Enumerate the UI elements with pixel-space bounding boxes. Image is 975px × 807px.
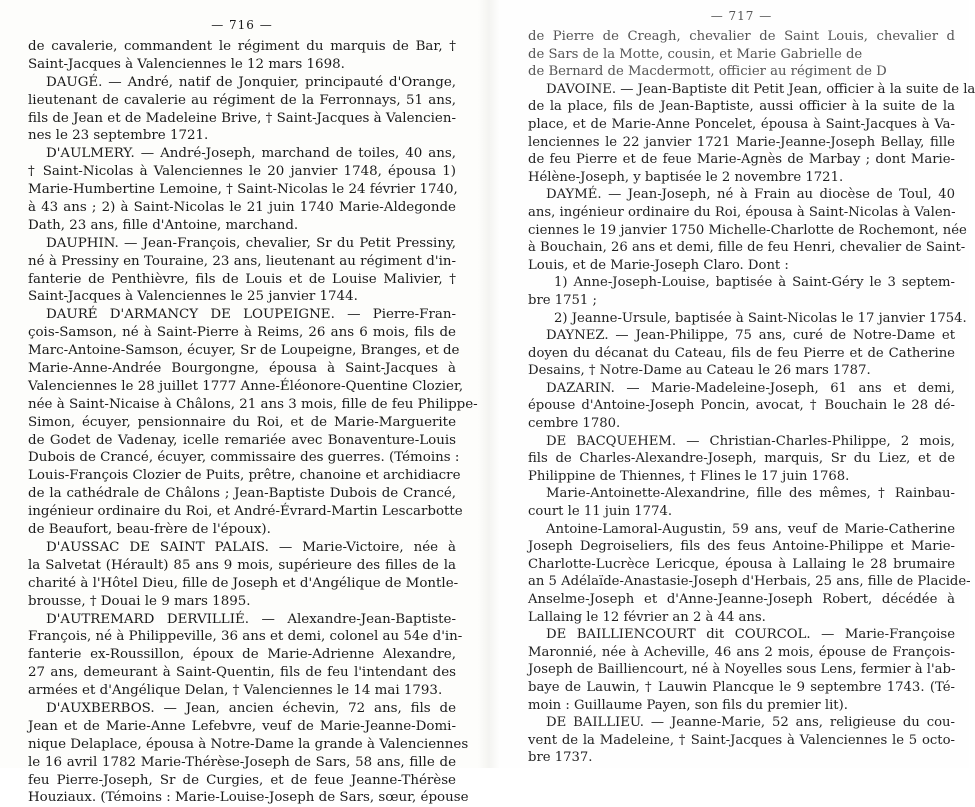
text-line: Saint-Jacques à Valenciennes le 25 janvier 1744. bbox=[28, 289, 358, 305]
text-line: Valenciennes le 28 juillet 1777 Anne-Éléonore-Quentine Clozier, bbox=[28, 378, 464, 394]
text-line: an 5 Adélaïde-Anastasie-Joseph d'Herbais, 25 ans, fille de Placide- bbox=[528, 574, 971, 590]
text-line: lieutenant de cavalerie au régiment de la Ferronnays, 51 ans, bbox=[28, 92, 456, 108]
text-line: Anselme-Joseph et d'Anne-Jeanne-Joseph Robert, décédée à bbox=[528, 592, 955, 607]
text-line: François, né à Philippeville, 36 ans et demi, colonel au 54e d'in- bbox=[28, 629, 463, 645]
text-line: de Sars de la Motte, cousin, et Marie Gabrielle de bbox=[528, 46, 863, 62]
text-line: DE BAILLIEU. — Jeanne-Marie, 52 ans, religieuse du cou- bbox=[546, 715, 955, 731]
text-line: de Pierre de Creagh, chevalier de Saint Louis, chevalier d bbox=[528, 29, 955, 44]
text-line: baye de Lauwin, † Lauwin Plancque le 9 septembre 1743. (Té- bbox=[528, 679, 955, 695]
text-line: DAURÉ D'ARMANCY DE LOUPEIGNE. — Pierre-Fran- bbox=[46, 307, 456, 323]
text-line: Marie-Antoinette-Alexandrine, fille des mêmes, † Rainbau- bbox=[546, 486, 955, 502]
text-line: place, et de Marie-Anne Poncelet, épousa à Saint-Jacques à Va- bbox=[528, 116, 955, 132]
text-line: Simon, écuyer, pensionnaire du Roi, et de Marie-Marguerite bbox=[28, 414, 456, 430]
text-line: Houziaux. (Témoins : Marie-Louise-Joseph de Sars, sœur, épouse bbox=[28, 790, 469, 806]
text-line: DAZARIN. — Marie-Madeleine-Joseph, 61 ans et demi, bbox=[546, 380, 955, 396]
text-line: bre 1751 ; bbox=[528, 292, 597, 308]
text-line: 1) Anne-Joseph-Louise, baptisée à Saint-Géry le 3 septem- bbox=[554, 275, 955, 291]
text-line: de Beaufort, beau-frère de l'époux). bbox=[28, 522, 271, 538]
text-line: DAYMÉ. — Jean-Joseph, né à Frain au diocèse de Toul, 40 bbox=[546, 187, 955, 203]
left-page bbox=[0, 0, 478, 806]
text-line: Saint-Jacques à Valenciennes le 12 mars 1698. bbox=[28, 56, 345, 72]
text-line: cembre 1780. bbox=[528, 416, 621, 432]
text-line: Joseph Degroiseliers, fils des feus Antoine-Philippe et Marie- bbox=[528, 539, 955, 555]
text-line: Desains, † Notre-Dame au Cateau le 26 mars 1787. bbox=[528, 363, 871, 379]
text-line: fils de Jean et de Madeleine Brive, † Saint-Jacques à Valencien- bbox=[28, 110, 456, 126]
text-line: lenciennes le 22 janvier 1721 Marie-Jeanne-Joseph Bellay, fille bbox=[528, 134, 955, 150]
text-line: brousse, † Douai le 9 mars 1895. bbox=[28, 593, 251, 609]
text-line: ans, ingénieur ordinaire du Roi, épousa à Saint-Nicolas à Valen- bbox=[528, 204, 956, 220]
text-line: moin : Guillaume Payen, son fils du premier lit). bbox=[528, 697, 848, 713]
text-line: DE BAILLIENCOURT dit COURCOL. — Marie-Françoise bbox=[546, 627, 955, 643]
text-line: DAYNEZ. — Jean-Philippe, 75 ans, curé de Notre-Dame et bbox=[546, 328, 955, 344]
text-line: le 16 avril 1782 Marie-Thérèse-Joseph de Sars, 58 ans, fille de bbox=[28, 754, 456, 770]
text-line: doyen du décanat du Cateau, fils de feu Pierre et de Catherine bbox=[528, 345, 955, 361]
text-line: Louis, et de Marie-Joseph Claro. Dont : bbox=[528, 257, 789, 273]
text-line: armées et d'Angélique Delan, † Valenciennes le 14 mai 1793. bbox=[28, 683, 443, 699]
page-number: — 717 — bbox=[710, 9, 773, 23]
text-line: de cavalerie, commandent le régiment du marquis de Bar, † bbox=[28, 39, 456, 54]
text-line: née à Saint-Nicaise à Châlons, 21 ans 3 mois, fille de feu Philippe- bbox=[28, 396, 478, 412]
text-line: de la place, fils de Jean-Baptiste, aussi officier à la suite de la bbox=[528, 99, 955, 115]
right-text-block bbox=[528, 28, 975, 767]
text-line: la Salvetat (Hérault) 85 ans 9 mois, supérieure des filles de la bbox=[28, 557, 456, 573]
text-line: de Godet de Vadenay, icelle remariée avec Bonaventure-Louis bbox=[28, 432, 456, 448]
text-line: nes le 23 septembre 1721. bbox=[28, 128, 209, 144]
text-line: D'AUXBERBOS. — Jean, ancien échevin, 72 ans, fils de bbox=[46, 700, 456, 716]
text-line: de Bernard de Macdermott, officier au régiment de D bbox=[528, 64, 887, 80]
text-line: Marie-Anne-Andrée Bourgongne, épousa à Saint-Jacques à bbox=[28, 361, 456, 377]
text-line: DAUPHIN. — Jean-François, chevalier, Sr du Petit Pressiny, bbox=[46, 235, 456, 251]
text-line: fanterie ex-Roussillon, époux de Marie-Adrienne Alexandre, bbox=[28, 647, 456, 663]
left-text-block bbox=[28, 38, 478, 807]
text-line: Dath, 23 ans, fille d'Antoine, marchand. bbox=[28, 217, 299, 233]
text-line: 27 ans, demeurant à Saint-Quentin, fils de feu l'intendant des bbox=[28, 665, 456, 681]
book-gutter bbox=[478, 0, 500, 768]
text-line: à Bouchain, 26 ans et demi, fille de feu Henri, chevalier de Saint- bbox=[528, 240, 966, 256]
text-line: † Saint-Nicolas à Valenciennes le 20 janvier 1748, épousa 1) bbox=[28, 164, 456, 180]
text-line: ciennes le 19 janvier 1750 Michelle-Charlotte de Rochemont, née bbox=[528, 222, 967, 238]
text-line: feu Pierre-Joseph, Sr de Curgies, et de feue Jeanne-Thérèse bbox=[28, 772, 456, 788]
text-line: Louis-François Clozier de Puits, prêtre, chanoine et archidiacre bbox=[28, 468, 461, 484]
text-line: Charlotte-Lucrèce Lericque, épousa à Lallaing le 28 brumaire bbox=[528, 556, 955, 572]
text-line: Joseph de Bailliencourt, né à Noyelles sous Lens, fermier à l'ab- bbox=[528, 662, 956, 678]
text-line: nique Delaplace, épousa à Notre-Dame la grande à Valenciennes bbox=[28, 736, 469, 752]
text-line: bre 1737. bbox=[528, 750, 593, 766]
text-line: né à Pressiny en Touraine, 23 ans, lieutenant au régiment d'in- bbox=[28, 253, 456, 269]
text-line: fils de Charles-Alexandre-Joseph, marquis, Sr du Liez, et de bbox=[528, 451, 955, 467]
text-line: çois-Samson, né à Saint-Pierre à Reims, 26 ans 6 mois, fils de bbox=[28, 325, 456, 341]
text-line: Marc-Antoine-Samson, écuyer, Sr de Loupeigne, Branges, et de bbox=[28, 343, 460, 359]
text-line: ingénieur ordinaire du Roi, et André-Évrard-Martin Lescarbotte bbox=[28, 504, 463, 520]
text-line: Maronnié, née à Acheville, 46 ans 2 mois, épouse de François- bbox=[528, 644, 955, 660]
text-line: 2) Jeanne-Ursule, baptisée à Saint-Nicolas le 17 janvier 1754. bbox=[554, 310, 967, 326]
text-line: Lallaing le 12 février an 2 à 44 ans. bbox=[528, 609, 766, 625]
text-line: à 43 ans ; 2) à Saint-Nicolas le 21 juin 1740 Marie-Aldegonde bbox=[28, 200, 456, 216]
text-line: vent de la Madeleine, † Saint-Jacques à Valenciennes le 5 octo- bbox=[528, 732, 955, 748]
text-line: Hélène-Joseph, y baptisée le 2 novembre 1721. bbox=[528, 169, 844, 185]
text-line: court le 11 juin 1774. bbox=[528, 504, 673, 520]
right-page bbox=[500, 0, 975, 768]
text-line: Antoine-Lamoral-Augustin, 59 ans, veuf de Marie-Catherine bbox=[546, 521, 955, 537]
text-line: Marie-Humbertine Lemoine, † Saint-Nicolas le 24 février 1740, bbox=[28, 182, 458, 198]
page-number: — 716 — bbox=[211, 18, 273, 32]
text-line: Dubois de Crancé, écuyer, commissaire des guerres. (Témoins : bbox=[28, 450, 460, 466]
text-line: Philippine de Thiennes, † Flines le 17 juin 1768. bbox=[528, 468, 850, 484]
text-line: épouse d'Antoine-Joseph Poncin, avocat, † Bouchain le 28 dé- bbox=[528, 398, 955, 414]
text-line: DAVOINE. — Jean-Baptiste dit Petit Jean, officier à la suite de la bbox=[546, 81, 975, 97]
text-line: DE BACQUEHEM. — Christian-Charles-Philippe, 2 mois, bbox=[546, 433, 955, 449]
text-line: fanterie de Penthièvre, fils de Louis et de Louise Malivier, † bbox=[28, 271, 456, 287]
text-line: D'AUSSAC DE SAINT PALAIS. — Marie-Victoire, née à bbox=[46, 539, 456, 555]
text-line: D'AULMERY. — André-Joseph, marchand de toiles, 40 ans, bbox=[46, 146, 456, 162]
text-line: de feu Pierre et de feue Marie-Agnès de Marbay ; dont Marie- bbox=[528, 152, 955, 168]
text-line: DAUGÉ. — André, natif de Jonquier, principauté d'Orange, bbox=[46, 74, 456, 90]
text-line: charité à l'Hôtel Dieu, fille de Joseph et d'Angélique de Montle- bbox=[28, 575, 459, 591]
text-line: Jean et de Marie-Anne Lefebvre, veuf de Marie-Jeanne-Domi- bbox=[28, 718, 456, 734]
text-line: de la cathédrale de Châlons ; Jean-Baptiste Dubois de Crancé, bbox=[28, 486, 456, 502]
text-line: D'AUTREMARD DERVILLIÉ. — Alexandre-Jean-Baptiste- bbox=[46, 611, 456, 627]
